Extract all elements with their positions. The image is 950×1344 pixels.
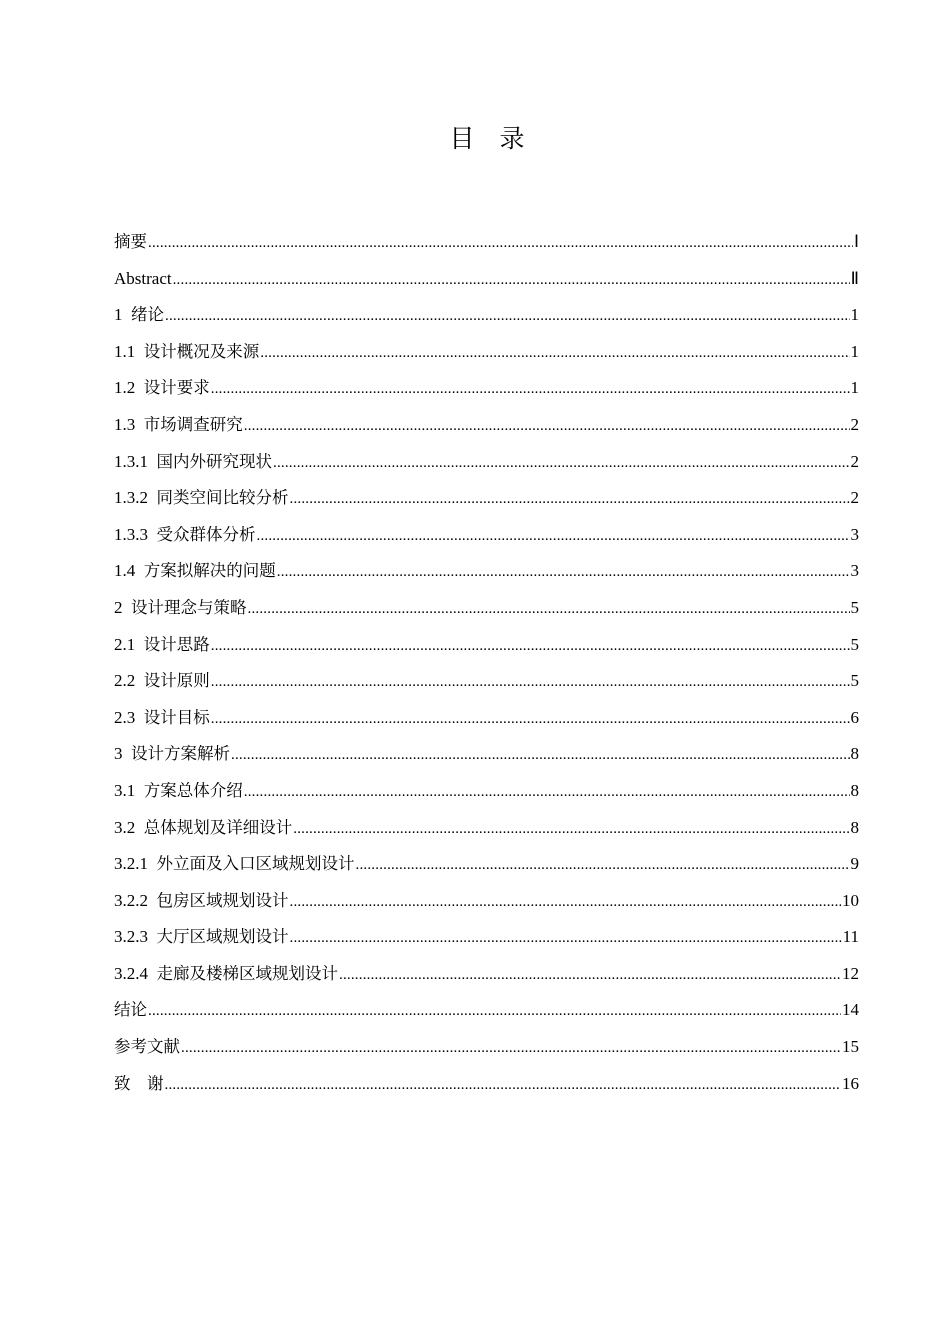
toc-dot-leader [293, 811, 849, 847]
toc-entry[interactable] [114, 517, 859, 554]
toc-entry-text: 受众群体分析 [156, 524, 256, 544]
toc-entry-text: Abstract [114, 268, 172, 288]
toc-entry[interactable] [114, 992, 859, 1029]
toc-dot-leader [339, 957, 841, 993]
table-of-contents [114, 224, 859, 1102]
toc-entry-text: 设计目标 [143, 707, 210, 727]
toc-entry-label [114, 846, 355, 882]
toc-entry[interactable] [114, 663, 859, 700]
toc-entry-page: 6 [850, 707, 859, 727]
toc-entry-page: 11 [842, 927, 859, 947]
toc-dot-leader [165, 1067, 842, 1103]
toc-entry-text: 方案拟解决的问题 [143, 561, 276, 581]
toc-dot-leader [173, 262, 850, 298]
toc-entry-page: 2 [850, 488, 859, 508]
toc-entry[interactable] [114, 627, 859, 664]
toc-entry-text: 同类空间比较分析 [156, 488, 289, 508]
toc-entry-text: 国内外研究现状 [156, 451, 272, 471]
toc-dot-leader [273, 445, 850, 481]
toc-entry-number: 3.1 [114, 780, 144, 800]
toc-entry[interactable] [114, 590, 859, 627]
toc-entry-text: 绪论 [131, 305, 164, 325]
toc-entry-number: 3 [114, 744, 131, 764]
toc-entry[interactable] [114, 919, 859, 956]
toc-entry-page: 5 [850, 634, 859, 654]
toc-entry-page: 9 [850, 854, 859, 874]
toc-dot-leader [244, 408, 850, 444]
toc-dot-leader [231, 737, 850, 773]
toc-entry-text: 设计理念与策略 [131, 597, 247, 617]
toc-entry-page: 8 [850, 744, 859, 764]
toc-entry[interactable] [114, 700, 859, 737]
toc-entry[interactable] [114, 370, 859, 407]
toc-entry-page: 3 [850, 524, 859, 544]
toc-dot-leader [211, 371, 850, 407]
toc-entry-label [114, 700, 210, 736]
toc-entry-text: 设计方案解析 [131, 744, 230, 764]
toc-entry[interactable] [114, 810, 859, 847]
toc-entry-text: 大厅区域规划设计 [156, 927, 289, 947]
toc-entry-text: 方案总体介绍 [143, 780, 243, 800]
toc-entry[interactable] [114, 846, 859, 883]
toc-dot-leader [181, 1030, 841, 1066]
toc-dot-leader [211, 628, 850, 664]
toc-entry[interactable] [114, 883, 859, 920]
toc-entry-text: 设计概况及来源 [143, 341, 260, 361]
toc-entry-number: 3.2.4 [114, 963, 157, 983]
toc-entry-text: 致 谢 [114, 1073, 164, 1093]
toc-entry-number: 1.1 [114, 341, 144, 361]
toc-entry-text: 总体规划及详细设计 [143, 817, 293, 837]
toc-entry-label [114, 553, 276, 589]
toc-dot-leader [356, 847, 850, 883]
toc-entry[interactable] [114, 736, 859, 773]
toc-entry-page: 3 [850, 561, 859, 581]
toc-entry-label [114, 590, 247, 626]
toc-entry-text: 摘要 [114, 232, 147, 251]
toc-entry-text: 市场调查研究 [143, 414, 243, 434]
toc-entry-page: 2 [850, 414, 859, 434]
toc-entry[interactable] [114, 444, 859, 481]
toc-entry-label [114, 480, 289, 516]
toc-title: 目 录 [449, 124, 525, 153]
toc-entry-label [114, 736, 230, 772]
toc-dot-leader [148, 225, 853, 261]
toc-dot-leader [165, 298, 850, 334]
toc-entry-label [114, 224, 147, 260]
toc-dot-leader [290, 481, 850, 517]
toc-entry-text: 设计要求 [143, 378, 210, 398]
toc-entry-label [114, 261, 172, 297]
toc-entry-text: 结论 [114, 1000, 147, 1020]
toc-entry-text: 设计原则 [143, 671, 210, 691]
toc-entry-number: 2.2 [114, 671, 144, 691]
toc-entry-number: 1.2 [114, 378, 144, 398]
toc-dot-leader [211, 701, 850, 737]
toc-entry[interactable] [114, 261, 859, 298]
toc-entry-page: Ⅱ [850, 268, 859, 288]
toc-entry[interactable] [114, 1029, 859, 1066]
toc-entry-number: 2.1 [114, 634, 144, 654]
toc-entry-text: 设计思路 [143, 634, 210, 654]
toc-entry[interactable] [114, 334, 859, 371]
toc-entry-number: 2 [114, 597, 131, 617]
toc-entry-number: 1.3.2 [114, 488, 157, 508]
toc-entry-label [114, 956, 338, 992]
toc-entry-label [114, 334, 259, 370]
toc-entry[interactable] [114, 1066, 859, 1103]
toc-dot-leader [260, 335, 849, 371]
toc-entry[interactable] [114, 224, 859, 261]
toc-entry[interactable] [114, 480, 859, 517]
toc-entry-number: 3.2.2 [114, 890, 157, 910]
toc-entry-page: 8 [850, 817, 859, 837]
toc-entry-page: 1 [850, 341, 859, 361]
toc-dot-leader [290, 884, 842, 920]
toc-entry-number: 1.3.3 [114, 524, 157, 544]
toc-dot-leader [248, 591, 850, 627]
toc-entry-number: 3.2 [114, 817, 144, 837]
toc-entry-page: 1 [850, 378, 859, 398]
toc-entry-number: 1.4 [114, 561, 144, 581]
toc-entry-page: Ⅰ [853, 232, 859, 251]
toc-entry-label [114, 627, 210, 663]
toc-entry-label [114, 370, 210, 406]
toc-dot-leader [244, 774, 850, 810]
toc-entry-text: 走廊及楼梯区域规划设计 [156, 963, 338, 983]
toc-entry-page: 12 [842, 963, 859, 983]
toc-entry[interactable] [114, 773, 859, 810]
toc-entry-number: 3.2.3 [114, 927, 157, 947]
toc-entry-label [114, 297, 164, 333]
toc-entry-page: 1 [850, 305, 859, 325]
toc-entry-text: 参考文献 [114, 1037, 180, 1057]
toc-entry-label [114, 1066, 164, 1102]
toc-entry-page: 8 [850, 780, 859, 800]
toc-entry-number: 3.2.1 [114, 854, 157, 874]
toc-entry-page: 5 [850, 597, 859, 617]
toc-entry-page: 14 [842, 1000, 859, 1020]
toc-entry[interactable] [114, 407, 859, 444]
toc-entry-label [114, 407, 243, 443]
toc-entry-label [114, 663, 210, 699]
toc-entry-text: 外立面及入口区域规划设计 [156, 854, 355, 874]
toc-entry-page: 5 [850, 671, 859, 691]
toc-entry-label [114, 773, 243, 809]
toc-entry-page: 2 [850, 451, 859, 471]
toc-entry-number: 1 [114, 305, 131, 325]
toc-entry-label [114, 444, 272, 480]
toc-entry[interactable] [114, 297, 859, 334]
toc-entry-number: 1.3 [114, 414, 144, 434]
toc-entry-label [114, 883, 289, 919]
toc-entry-label [114, 992, 147, 1028]
toc-entry-number: 2.3 [114, 707, 144, 727]
toc-entry-text: 包房区域规划设计 [156, 890, 289, 910]
toc-dot-leader [277, 554, 850, 590]
toc-entry-label [114, 810, 292, 846]
toc-entry-label [114, 1029, 180, 1065]
toc-entry-page: 15 [842, 1037, 859, 1057]
toc-entry-number: 1.3.1 [114, 451, 157, 471]
toc-dot-leader [211, 664, 850, 700]
toc-dot-leader [148, 993, 841, 1029]
toc-dot-leader [257, 518, 850, 554]
toc-entry-page: 16 [842, 1073, 859, 1093]
toc-entry-page: 10 [842, 890, 859, 910]
toc-entry-label [114, 517, 256, 553]
toc-dot-leader [290, 920, 842, 956]
toc-entry[interactable] [114, 956, 859, 993]
toc-entry[interactable] [114, 553, 859, 590]
toc-entry-label [114, 919, 289, 955]
